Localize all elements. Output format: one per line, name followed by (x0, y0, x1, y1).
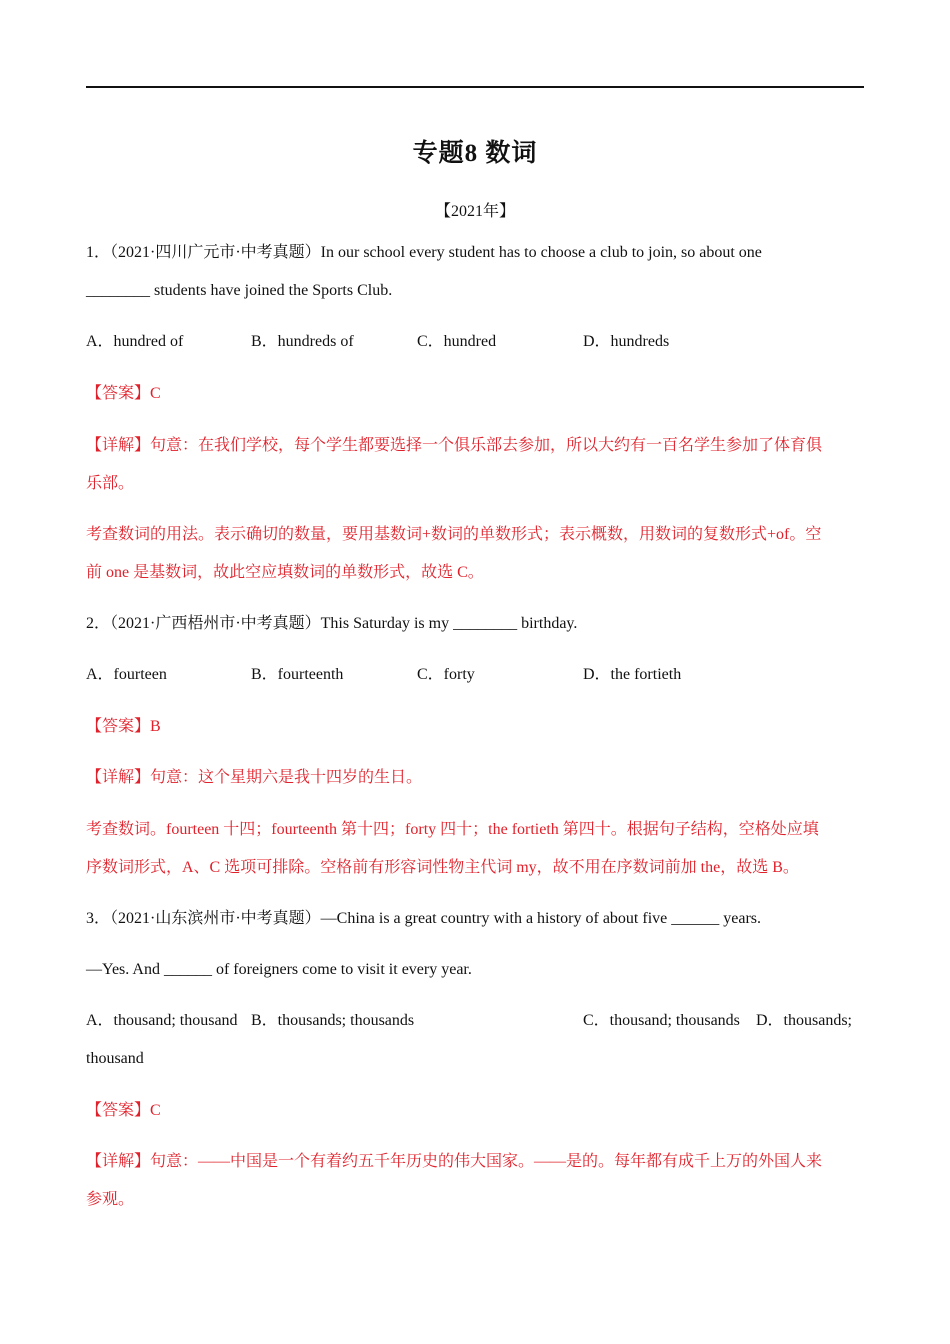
q3-option-a: A．thousand; thousand (86, 1012, 238, 1029)
q2-analysis-line2: 序数词形式，A、C 选项可排除。空格前有形容词性物主代词 my，故不用在序数词前加 the，故选 B。 (86, 859, 799, 876)
q1-option-c: C．hundred (417, 333, 497, 350)
q2-option-b: B．fourteenth (251, 666, 344, 683)
page-title: 专题8 数词 (412, 140, 538, 167)
q1-stem-line1: 1．（2021·四川广元市·中考真题）In our school every student has to choose a club to join, so about one (86, 244, 762, 261)
q1-answer: 【答案】C (86, 385, 161, 402)
q2-stem-line1: 2．（2021·广西梧州市·中考真题）This Saturday is my ________ birthday. (86, 615, 578, 632)
q2-option-a: A．fourteen (86, 666, 167, 683)
q3-answer: 【答案】C (86, 1102, 161, 1119)
q3-option-c: C．thousand; thousands (583, 1012, 740, 1029)
q3-detail-line1: 【详解】句意：——中国是一个有着约五千年历史的伟大国家。——是的。每年都有成千上万的外国人来 (86, 1153, 823, 1170)
q3-detail-line2: 参观。 (86, 1191, 135, 1208)
q3-stem-line2: —Yes. And ______ of foreigners come to visit it every year. (86, 961, 472, 978)
q3-option-b: B．thousands; thousands (251, 1012, 415, 1029)
q2-option-d: D．the fortieth (583, 666, 682, 683)
q3-option-d: D．thousands; (756, 1012, 853, 1029)
q1-analysis-line1: 考查数词的用法。表示确切的数量，要用基数词+数词的单数形式；表示概数，用数词的复数形式+of。空 (86, 526, 822, 543)
q2-analysis-line1: 考查数词。fourteen 十四；fourteenth 第十四；forty 四十；the fortieth 第四十。根据句子结构，空格处应填 (86, 821, 819, 838)
q3-stem-line1: 3．（2021·山东滨州市·中考真题）—China is a great country with a history of about five ______ years. (86, 910, 762, 927)
q1-detail-line1: 【详解】句意：在我们学校，每个学生都要选择一个俱乐部去参加，所以大约有一百名学生参加了体育俱 (86, 437, 823, 454)
q1-option-b: B．hundreds of (251, 333, 354, 350)
q1-analysis-line2: 前 one 是基数词，故此空应填数词的单数形式，故选 C。 (86, 564, 484, 581)
q3-option-d-wrap: thousand (86, 1050, 144, 1067)
q2-answer: 【答案】B (86, 718, 161, 735)
q2-option-c: C．forty (417, 666, 475, 683)
year-heading: 【2021年】 (434, 203, 515, 220)
q1-detail-line2: 乐部。 (86, 475, 135, 492)
q1-stem-line2: ________ students have joined the Sports Club. (86, 282, 393, 299)
q2-detail-line1: 【详解】句意：这个星期六是我十四岁的生日。 (86, 769, 423, 786)
header-rule (86, 86, 864, 88)
q1-option-d: D．hundreds (583, 333, 670, 350)
q1-option-a: A．hundred of (86, 333, 184, 350)
